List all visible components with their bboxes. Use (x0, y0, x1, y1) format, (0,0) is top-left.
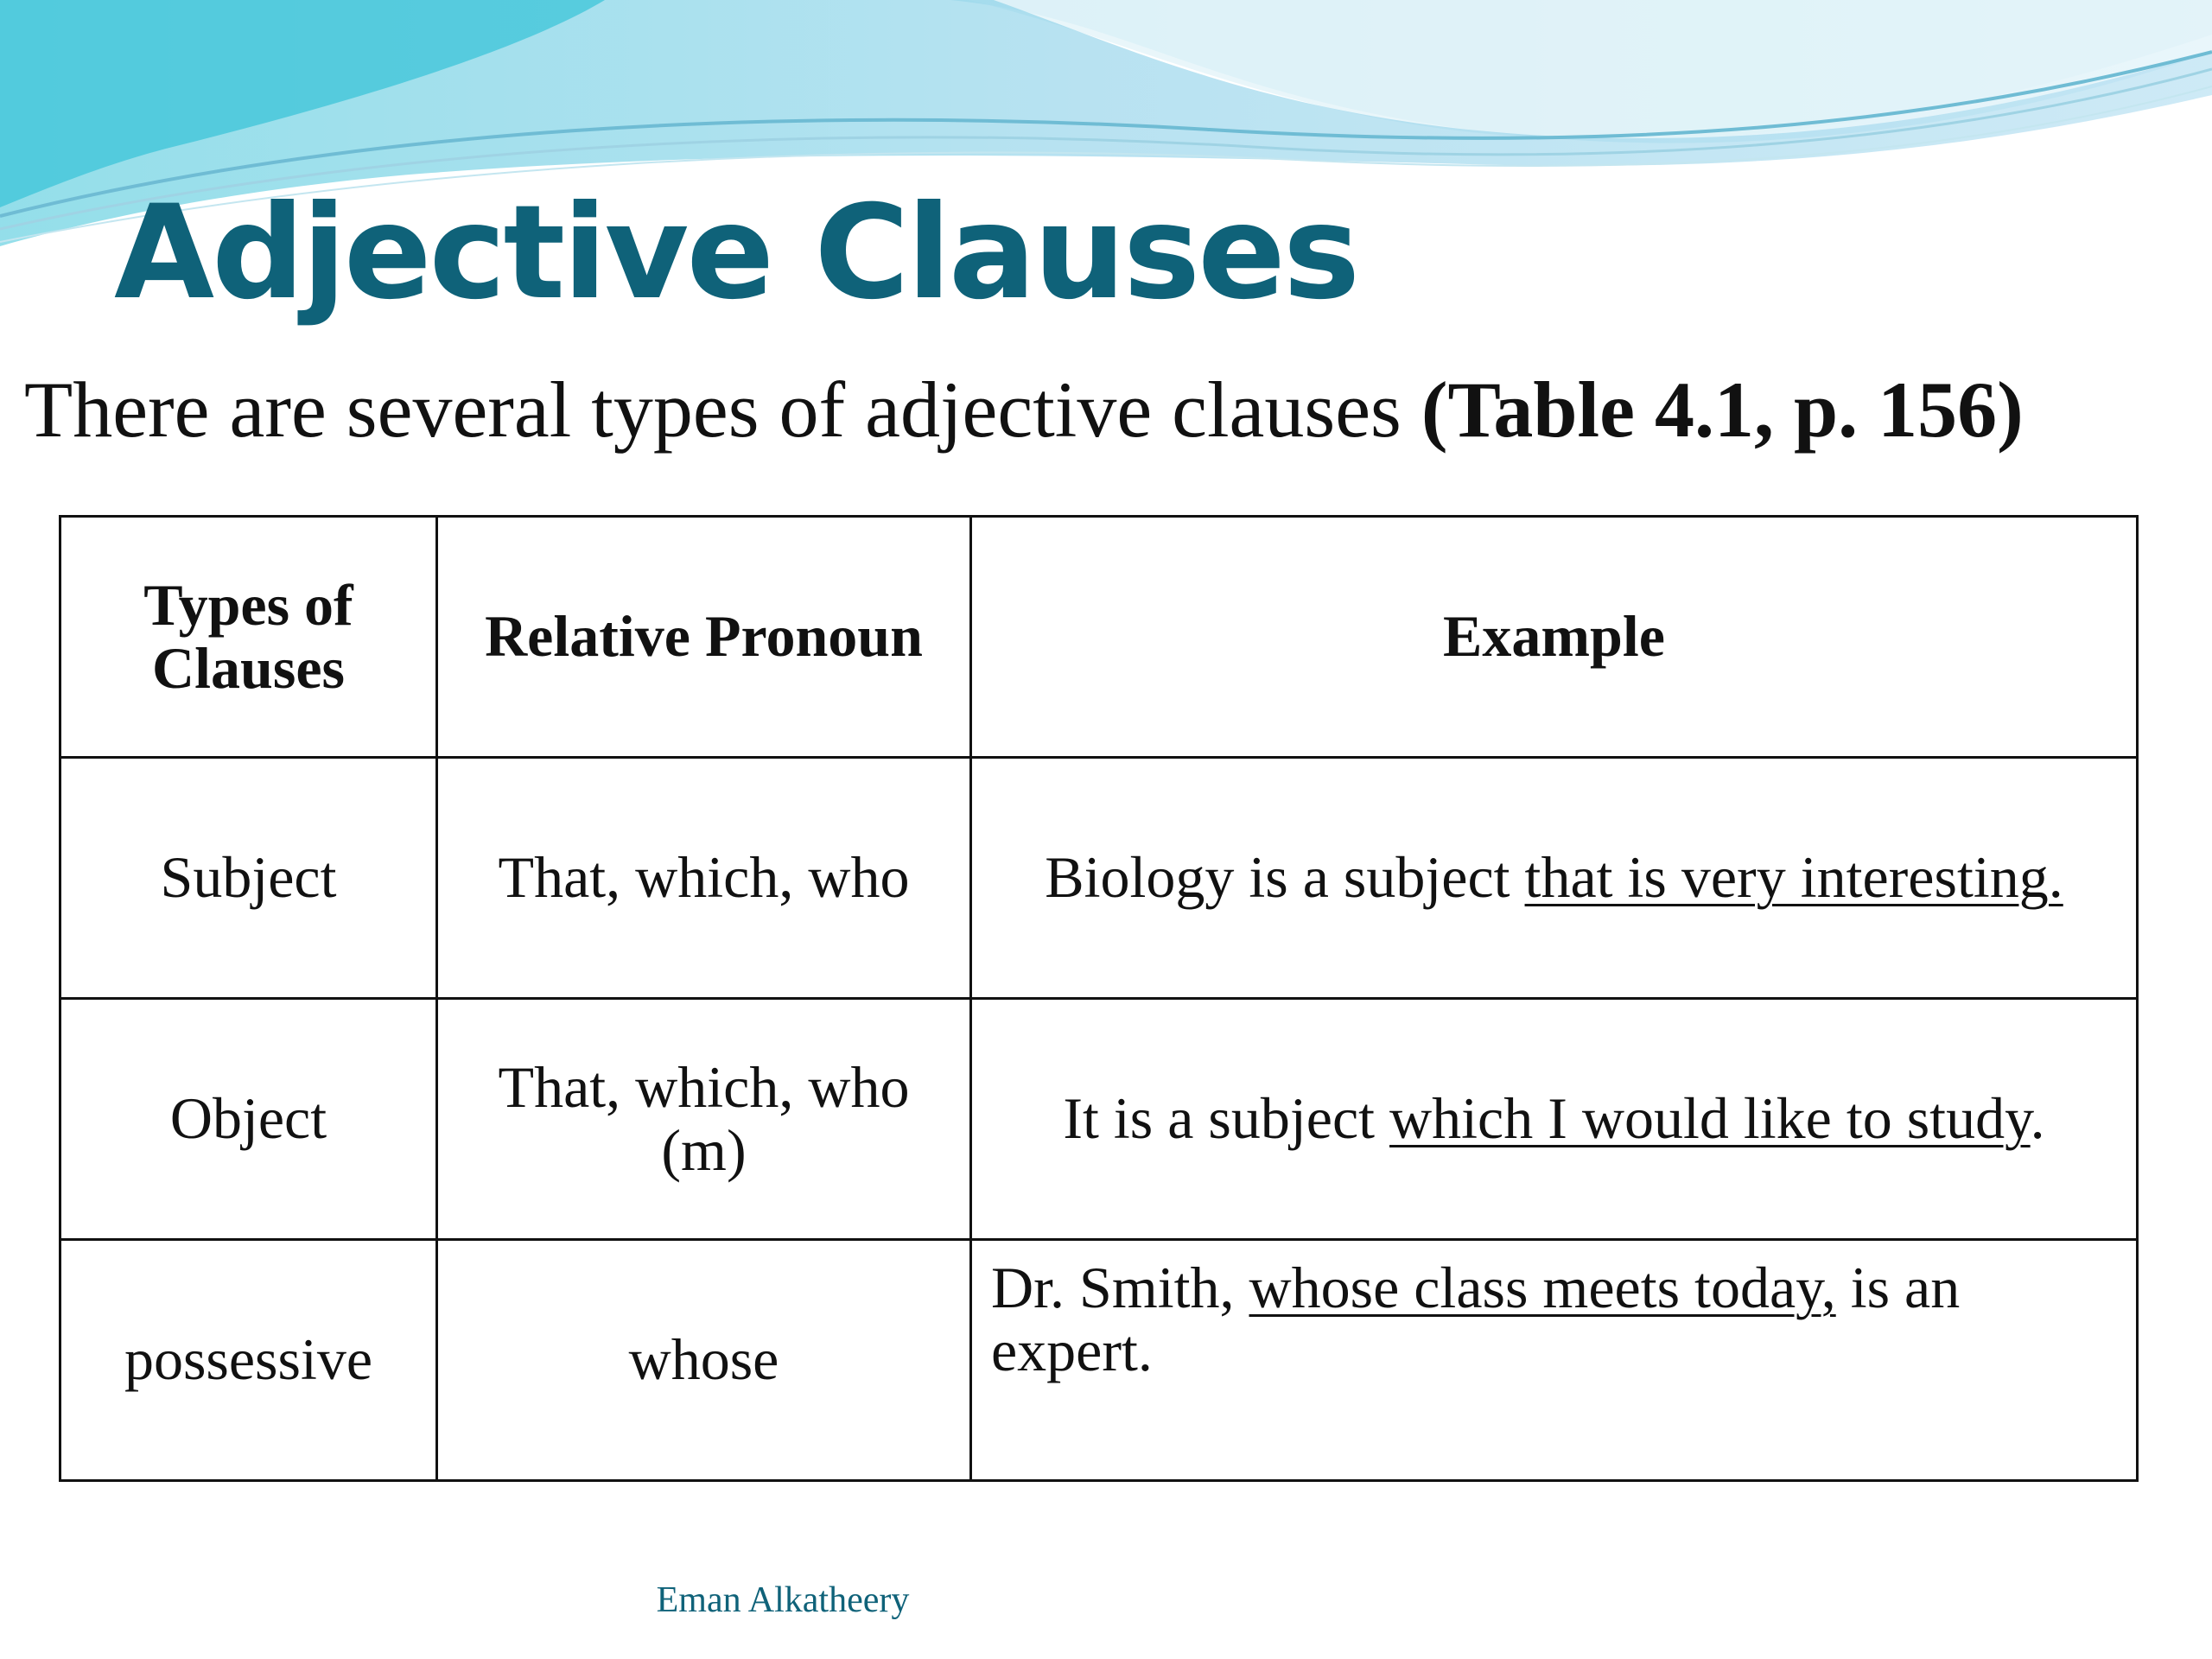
cell-clause-type: Subject (60, 758, 437, 999)
example-underlined-clause: whose class meets today, (1249, 1255, 1836, 1320)
adjective-clause-table (59, 515, 2139, 1482)
table-row (60, 999, 2138, 1240)
header-types-of-clauses: Types of Clauses (60, 517, 437, 758)
table-row (60, 1240, 2138, 1481)
subtitle-reference: (Table 4.1, p. 156) (1421, 365, 2024, 454)
cell-example (971, 999, 2138, 1240)
table-row (60, 758, 2138, 999)
example-underlined-clause: which I would like to study (1389, 1085, 2031, 1152)
subtitle-text: There are several types of adjective clauses (24, 365, 1402, 454)
cell-example (971, 758, 2138, 999)
example-text: It is a subject (1063, 1085, 1390, 1152)
slide-footer-author: Eman Alkatheery (656, 1580, 910, 1620)
example-text-end: is an expert. (991, 1255, 1961, 1384)
cell-relative-pronoun: whose (437, 1240, 971, 1481)
cell-example (971, 1240, 2138, 1481)
example-underlined-clause: that is very interesting. (1524, 844, 2063, 911)
cell-relative-pronoun: That, which, who (437, 758, 971, 999)
header-relative-pronoun: Relative Pronoun (437, 517, 971, 758)
cell-clause-type: possessive (60, 1240, 437, 1481)
example-text-end: . (2030, 1085, 2045, 1152)
cell-clause-type: Object (60, 999, 437, 1240)
example-text: Dr. Smith, (991, 1255, 1249, 1320)
slide-title: Adjective Clauses (114, 178, 1358, 328)
table-header-row (60, 517, 2138, 758)
cell-relative-pronoun: That, which, who (m) (437, 999, 971, 1240)
header-example: Example (971, 517, 2138, 758)
slide-subtitle (24, 365, 2184, 454)
example-text: Biology is a subject (1045, 844, 1525, 911)
